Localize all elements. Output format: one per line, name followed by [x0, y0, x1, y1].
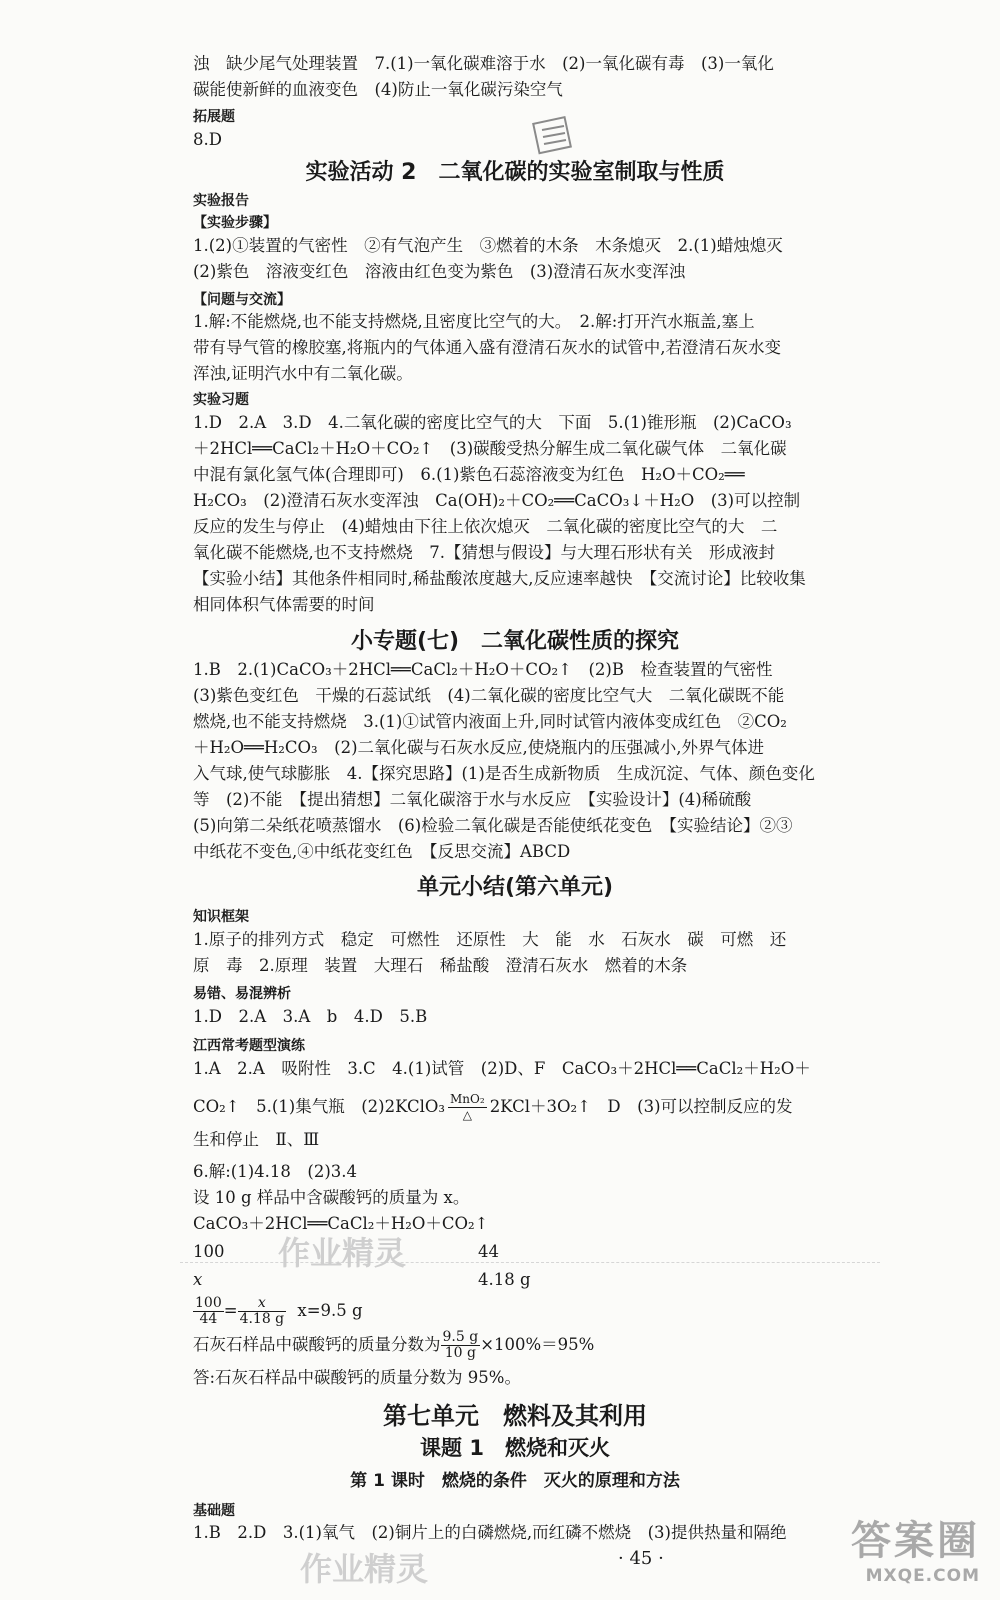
text-line: 1.原子的排列方式 稳定 可燃性 还原性 大 能 水 石灰水 碳 可燃 还 [193, 930, 787, 949]
section-label-exercises: 实验习题 [193, 392, 249, 408]
heading-period-1: 第 1 课时 燃烧的条件 灭火的原理和方法 [350, 1471, 680, 1491]
heading-lesson-1: 课题 1 燃烧和灭火 [420, 1436, 610, 1460]
text-segment: ×100%＝95% [480, 1335, 595, 1354]
equation-line: CaCO₃＋2HCl══CaCl₂＋H₂O＋CO₂↑ [193, 1214, 489, 1233]
reaction-condition [448, 1092, 487, 1123]
ratio-fraction-left: $\frac{100}{44}$ [195, 1295, 222, 1327]
section-label-tuozhan: 拓展题 [193, 109, 235, 125]
text-line: 【实验小结】其他条件相同时,稀盐酸浓度越大,反应速率越快 【交流讨论】比较收集 [193, 569, 806, 588]
page-number: · 45 · [618, 1548, 664, 1569]
text-line: 等 (2)不能 【提出猜想】二氧化碳溶于水与水反应 【实验设计】(4)稀硫酸 [193, 790, 752, 809]
logo-url: MXQE.COM [865, 1566, 980, 1586]
text-line: 6.解:(1)4.18 (2)3.4 [193, 1162, 358, 1181]
text-line: 带有导气管的橡胶塞,将瓶内的气体通入盛有澄清石灰水的试管中,若澄清石灰水变 [193, 338, 781, 357]
section-label-framework: 知识框架 [193, 909, 249, 925]
text-line: (3)紫色变红色 干燥的石蕊试纸 (4)二氧化碳的密度比空气大 二氧化碳既不能 [193, 686, 785, 705]
heat-symbol: △ [462, 1108, 472, 1122]
watermark: 作业精灵 [300, 1550, 429, 1588]
text-line: 氧化碳不能燃烧,也不支持燃烧 7.【猜想与假设】与大理石形状有关 形成液封 [193, 543, 775, 562]
text-line: 中纸花不变色,④中纸花变红色 【反思交流】ABCD [193, 842, 571, 861]
molar-mass-co2: 44 [478, 1242, 499, 1261]
ratio-result: x=9.5 g [297, 1301, 363, 1320]
section-label-qa: 【问题与交流】 [193, 292, 291, 308]
text-line: 反应的发生与停止 (4)蜡烛由下往上依次熄灭 二氧化碳的密度比空气的大 二 [193, 517, 778, 536]
text-line: 1.(2)①装置的气密性 ②有气泡产生 ③燃着的木条 木条熄灭 2.(1)蜡烛熄灭 [193, 236, 783, 255]
site-logo [851, 1509, 980, 1586]
text-line: ＋2HCl══CaCl₂＋H₂O＋CO₂↑ (3)碳酸受热分解生成二氧化碳气体 二氧化碳 [193, 439, 787, 458]
text-line: 浊 缺少尾气处理装置 7.(1)一氧化碳难溶于水 (2)一氧化碳有毒 (3)一氧化 [193, 54, 774, 73]
text-line: 碳能使新鲜的血液变色 (4)防止一氧化碳污染空气 [193, 80, 563, 99]
heading-activity-2: 实验活动 2 二氧化碳的实验室制取与性质 [305, 160, 725, 185]
text-segment: 石灰石样品中碳酸钙的质量分数为 [193, 1335, 441, 1354]
text-line: H₂CO₃ (2)澄清石灰水变浑浊 Ca(OH)₂＋CO₂══CaCO₃↓＋H₂O (3)可以控制 [193, 491, 801, 510]
heading-unit-summary: 单元小结(第六单元) [416, 875, 614, 900]
logo-text: 答案圈 [851, 1518, 980, 1564]
text-segment: 2KCl＋3O₂↑ D (3)可以控制反应的发 [489, 1097, 793, 1116]
text-line: 中混有氯化氢气体(合理即可) 6.(1)紫色石蕊溶液变为红色 H₂O＋CO₂══ [193, 465, 745, 484]
ratio-equation [193, 1296, 363, 1327]
text-line: 1.D 2.A 3.A b 4.D 5.B [193, 1007, 428, 1026]
catalyst-label: MnO₂ [450, 1092, 485, 1106]
mass-fraction-line [193, 1330, 594, 1361]
text-line: 设 10 g 样品中含碳酸钙的质量为 x。 [193, 1188, 470, 1207]
section-label-basic: 基础题 [193, 1503, 235, 1519]
text-line-with-catalyst [193, 1092, 833, 1123]
equals-sign: = [223, 1301, 238, 1320]
molar-mass-caco3: 100 [193, 1242, 225, 1261]
heading-topic-7: 小专题(七) 二氧化碳性质的探究 [350, 629, 680, 654]
section-label-report: 实验报告 [193, 193, 249, 209]
text-line: 浑浊,证明汽水中有二氧化碳。 [193, 364, 413, 383]
text-line: (5)向第二朵纸花喷蒸馏水 (6)检验二氧化碳是否能使纸花变色 【实验结论】②③ [193, 816, 793, 835]
text-line: ＋H₂O══H₂CO₃ (2)二氧化碳与石灰水反应,使烧瓶内的压强减小,外界气体进 [193, 738, 765, 757]
section-label-confuse: 易错、易混辨析 [193, 986, 291, 1002]
mass-fraction: $\frac{9.5 g}{10 g}$ [442, 1329, 479, 1361]
text-line: 1.D 2.A 3.D 4.二氧化碳的密度比空气的大 下面 5.(1)锥形瓶 (2)CaCO₃ [193, 413, 792, 432]
text-line: 燃烧,也不能支持燃烧 3.(1)①试管内液面上升,同时试管内液体变成红色 ②CO₂ [193, 712, 787, 731]
text-line: 1.A 2.A 吸附性 3.C 4.(1)试管 (2)D、F CaCO₃＋2HCl══CaCl₂＋H₂O＋ [193, 1059, 811, 1078]
text-line: 1.B 2.(1)CaCO₃＋2HCl══CaCl₂＋H₂O＋CO₂↑ (2)B 检查装置的气密性 [193, 660, 773, 679]
ratio-fraction-right: $\frac{x}{4.18 g}$ [239, 1295, 285, 1327]
text-line: 1.解:不能燃烧,也不能支持燃烧,且密度比空气的大。 2.解:打开汽水瓶盖,塞上 [193, 312, 755, 331]
text-line: 原 毒 2.原理 装置 大理石 稀盐酸 澄清石灰水 燃着的木条 [193, 956, 688, 975]
text-line: 相同体积气体需要的时间 [193, 595, 375, 614]
co2-mass: 4.18 g [478, 1270, 531, 1289]
text-line: 8.D [193, 130, 222, 149]
text-line: (2)紫色 溶液变红色 溶液由红色变为紫色 (3)澄清石灰水变浑浊 [193, 262, 686, 281]
text-segment: CO₂↑ 5.(1)集气瓶 (2)2KClO₃ [193, 1097, 446, 1116]
section-label-jiangxi: 江西常考题型演练 [193, 1038, 305, 1054]
heading-unit-7: 第七单元 燃料及其利用 [383, 1402, 647, 1430]
unknown-x: x [193, 1270, 203, 1289]
section-label-steps: 【实验步骤】 [193, 215, 277, 231]
text-line: 生和停止 Ⅱ、Ⅲ [193, 1130, 320, 1149]
stamp-icon [530, 112, 576, 158]
text-line: 入气球,使气球膨胀 4.【探究思路】(1)是否生成新物质 生成沉淀、气体、颜色变化 [193, 764, 815, 783]
watermark: 作业精灵 [278, 1234, 407, 1272]
text-line: 1.B 2.D 3.(1)氧气 (2)铜片上的白磷燃烧,而红磷不燃烧 (3)提供热量和隔绝 [193, 1523, 787, 1542]
answer-line: 答:石灰石样品中碳酸钙的质量分数为 95%。 [193, 1368, 521, 1387]
